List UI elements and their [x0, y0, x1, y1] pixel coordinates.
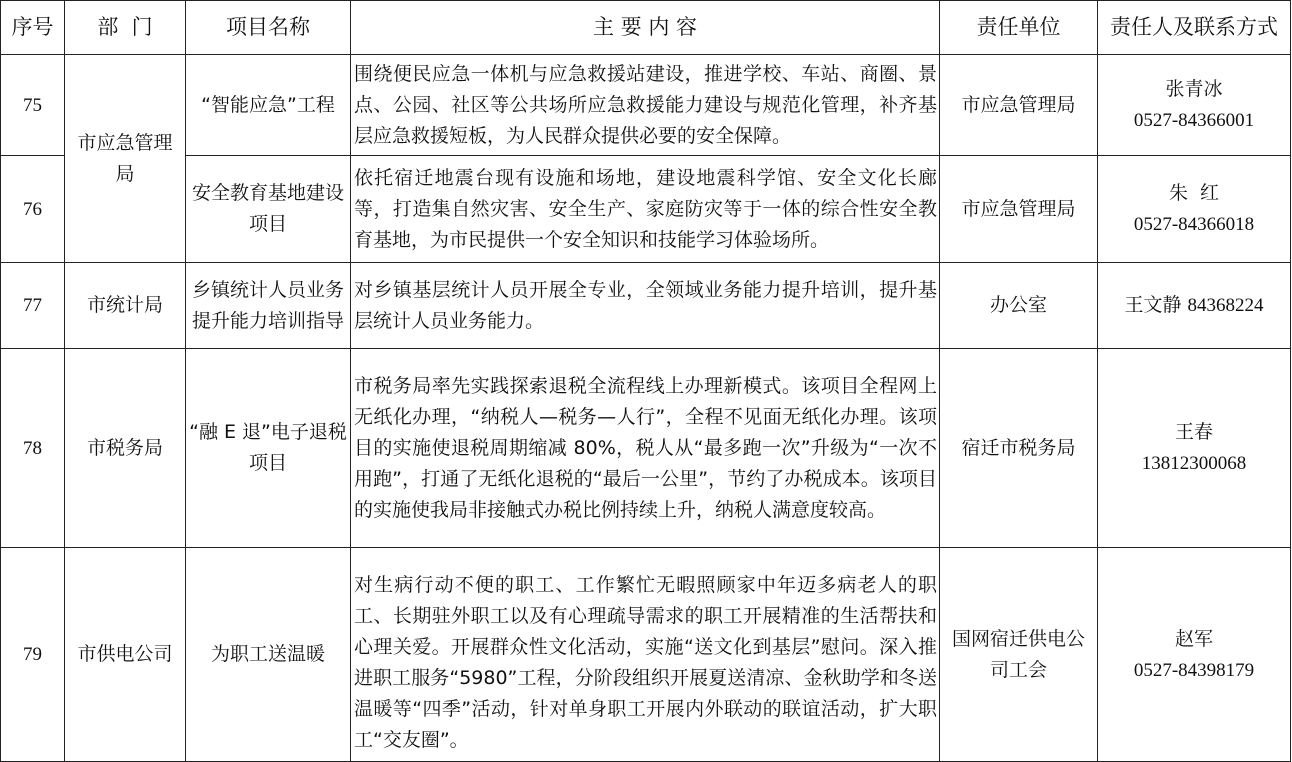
cell-unit: 办公室: [940, 263, 1098, 349]
contact-name: 王春: [1174, 421, 1213, 443]
cell-project: 为职工送温暖: [186, 548, 351, 762]
contact-phone: 84368224: [1187, 295, 1264, 316]
cell-seq: 79: [1, 548, 65, 762]
header-unit: 责任单位: [940, 1, 1098, 55]
cell-dept: 市税务局: [65, 349, 186, 548]
cell-content: 对乡镇基层统计人员开展全专业，全领域业务能力提升培训，提升基层统计人员业务能力。: [351, 263, 940, 349]
cell-unit: 宿迁市税务局: [940, 349, 1098, 548]
cell-unit: 市应急管理局: [940, 156, 1098, 263]
cell-seq: 77: [1, 263, 65, 349]
table-header-row: [1, 1, 1291, 55]
contact-phone: 13812300068: [1141, 453, 1247, 474]
cell-content: 依托宿迁地震台现有设施和场地，建设地震科学馆、安全文化长廊等，打造集自然灾害、安全生产、家庭防灾等于一体的综合性安全教育基地，为市民提供一个安全知识和技能学习体验场所。: [351, 156, 940, 263]
cell-seq: 78: [1, 349, 65, 548]
cell-content: 围绕便民应急一体机与应急救援站建设，推进学校、车站、商圈、景点、公园、社区等公共场所应急救援能力建设与规范化管理，补齐基层应急救援短板，为人民群众提供必要的安全保障。: [351, 55, 940, 156]
cell-contact: [1098, 156, 1291, 263]
contact-name: 赵军: [1174, 627, 1213, 650]
cell-project: 安全教育基地建设项目: [186, 156, 351, 263]
contact-phone: 0527-84398179: [1133, 659, 1255, 681]
cell-dept: 市应急管理局: [65, 55, 186, 263]
cell-project: “智能应急”工程: [186, 55, 351, 156]
table-row: [1, 263, 1291, 349]
cell-contact: [1098, 263, 1291, 349]
contact-name: 张青冰: [1165, 78, 1223, 100]
cell-dept: 市供电公司: [65, 548, 186, 762]
contact-phone: 0527-84366001: [1133, 110, 1255, 131]
cell-contact: [1098, 548, 1291, 762]
table-row: [1, 349, 1291, 548]
cell-project: 乡镇统计人员业务提升能力培训指导: [186, 263, 351, 349]
cell-project: “融 E 退”电子退税项目: [186, 349, 351, 548]
cell-contact: [1098, 55, 1291, 156]
table-row: [1, 548, 1291, 762]
contact-name: 朱 红: [1168, 182, 1220, 204]
header-content: 主 要 内 容: [351, 1, 940, 55]
header-seq: 序号: [1, 1, 65, 55]
cell-unit: 国网宿迁供电公司工会: [940, 548, 1098, 762]
contact-phone: 0527-84366018: [1133, 214, 1255, 235]
cell-content: 对生病行动不便的职工、工作繁忙无暇照顾家中年迈多病老人的职工、长期驻外职工以及有心理疏导需求的职工开展精准的生活帮扶和心理关爱。开展群众性文化活动，实施“送文化到基层”慰问。深入推进职工服务“5980”工程，分阶段组织开展夏送清凉、金秋助学和冬送温暖等“四季”活动，针对单身职工开展内外联动的联谊活动，扩大职工“交友圈”。: [351, 548, 940, 762]
cell-dept: 市统计局: [65, 263, 186, 349]
cell-contact: [1098, 349, 1291, 548]
header-project: 项目名称: [186, 1, 351, 55]
header-dept: 部 门: [65, 1, 186, 55]
table-row: [1, 156, 1291, 263]
contact-name: 王文静: [1124, 294, 1182, 316]
cell-seq: 76: [1, 156, 65, 263]
table-row: [1, 55, 1291, 156]
cell-content: 市税务局率先实践探索退税全流程线上办理新模式。该项目全程网上无纸化办理，“纳税人—税务—人行”，全程不见面无纸化办理。该项目的实施使退税周期缩减 80%，税人从“最多跑一次”升级为“一次不用跑”，打通了无纸化退税的“最后一公里”，节约了办税成本。该项目的实施使我局非接触式办税比例持续上升，纳税人满意度较高。: [351, 349, 940, 548]
cell-unit: 市应急管理局: [940, 55, 1098, 156]
cell-seq: 75: [1, 55, 65, 156]
header-contact: 责任人及联系方式: [1098, 1, 1291, 55]
